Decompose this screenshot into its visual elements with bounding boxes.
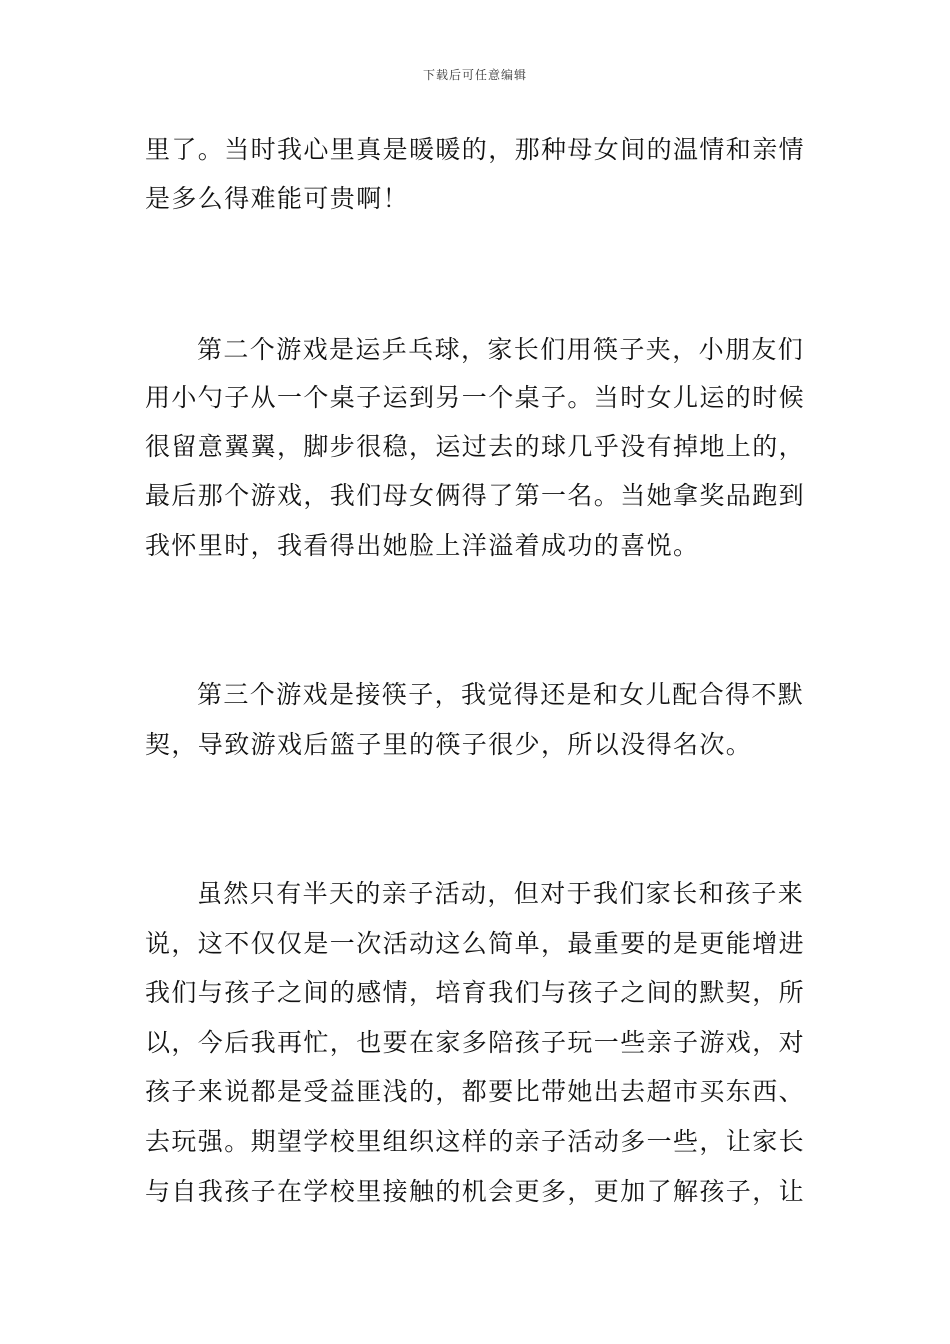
paragraph-4-line-6: 去玩强。期望学校里组织这样的亲子活动多一些，让家长 [145, 1127, 806, 1156]
paragraph-3-line-2: 契，导致游戏后篮子里的筷子很少，所以没得名次。 [145, 730, 753, 759]
paragraph-2-line-3: 很留意翼翼，脚步很稳，运过去的球几乎没有掉地上的， [145, 432, 806, 461]
paragraph-4-line-3: 我们与孩子之间的感情，培育我们与孩子之间的默契，所 [145, 978, 806, 1007]
paragraph-2-line-5: 我怀里时，我看得出她脸上洋溢着成功的喜悦。 [145, 531, 700, 560]
paragraph-4-line-7: 与自我孩子在学校里接触的机会更多，更加了解孩子，让 [145, 1177, 806, 1206]
paragraph-2-line-1: 第二个游戏是运乒乓球，家长们用筷子夹，小朋友们 [197, 335, 805, 364]
paragraph-4-line-1: 虽然只有半天的亲子活动，但对于我们家长和孩子来 [197, 879, 805, 908]
paragraph-1-line-2: 是多么得难能可贵啊！ [145, 184, 410, 213]
paragraph-1-line-1: 里了。当时我心里真是暖暖的，那种母女间的温情和亲情 [145, 135, 806, 164]
paragraph-4-line-4: 以，今后我再忙，也要在家多陪孩子玩一些亲子游戏，对 [145, 1028, 806, 1057]
paragraph-4-line-2: 说，这不仅仅是一次活动这么简单，最重要的是更能增进 [145, 929, 806, 958]
paragraph-2-line-4: 最后那个游戏，我们母女俩得了第一名。当她拿奖品跑到 [145, 481, 806, 510]
paragraph-4-line-5: 孩子来说都是受益匪浅的，都要比带她出去超市买东西、 [145, 1077, 806, 1106]
paragraph-3-line-1: 第三个游戏是接筷子，我觉得还是和女儿配合得不默 [197, 680, 805, 709]
paragraph-2-line-2: 用小勺子从一个桌子运到另一个桌子。当时女儿运的时候 [145, 383, 806, 412]
header-note: 下载后可任意编辑 [422, 68, 527, 82]
